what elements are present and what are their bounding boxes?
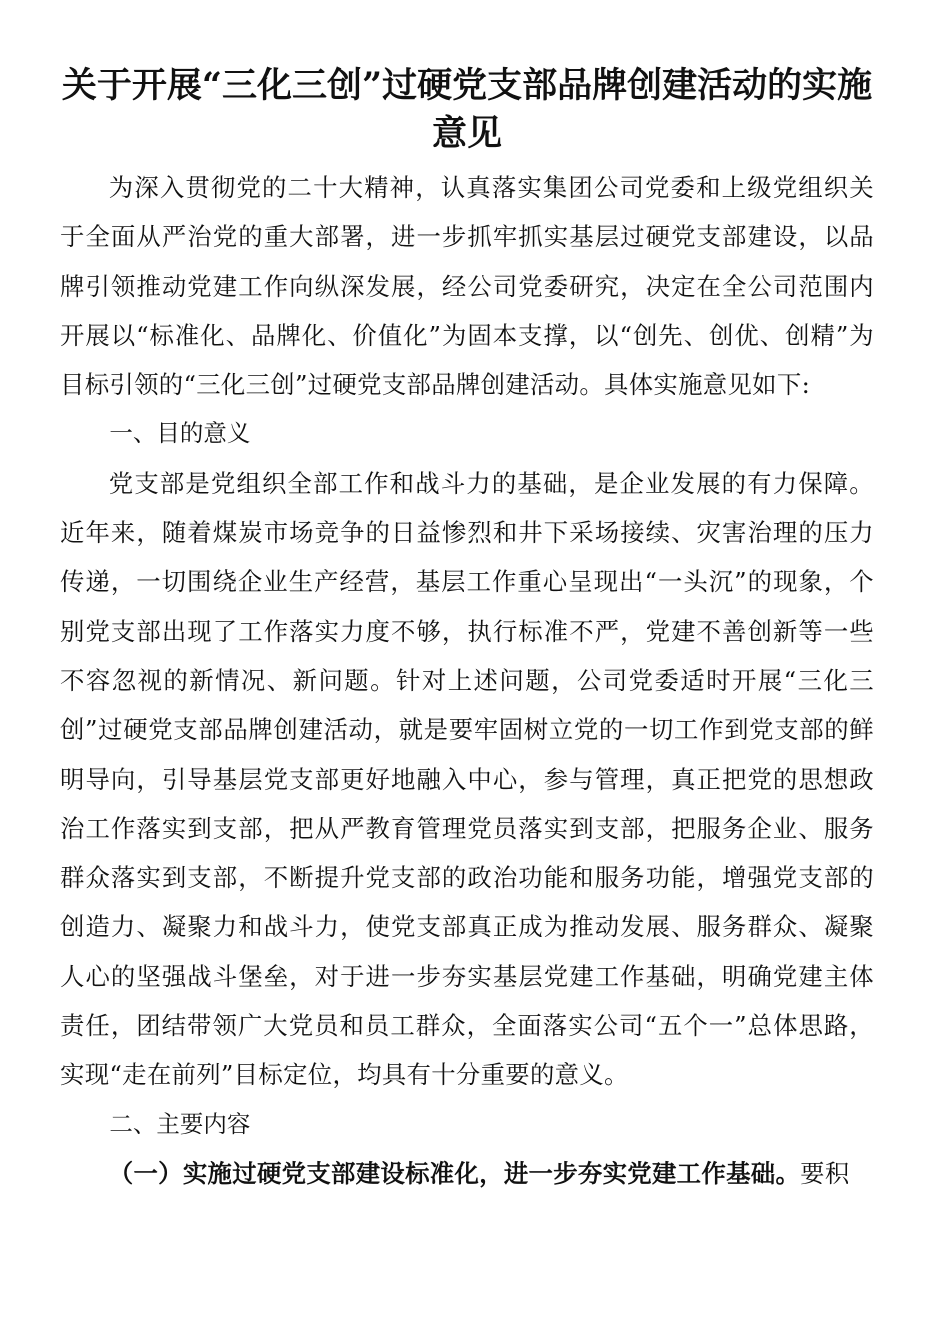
subsection-body-text: 要积 (800, 1158, 850, 1188)
section-heading-purpose: 一、目的意义 (109, 419, 251, 448)
purpose-paragraph: 党支部是党组织全部工作和战斗力的基础，是企业发展的有力保障。近年来，随着煤炭市场竞争的日益惨烈和井下采场接续、灾害治理的压力传递，一切围绕企业生产经营，基层工作重心呈现出“一头沉”的现象，个别党支部出现了工作落实力度不够，执行标准不严，党建不善创新等一些不容忽视的新情况、新问题。针对上述问题，公司党委适时开展“三化三创”过硬党支部品牌创建活动，就是要牢固树立党的一切工作到党支部的鲜明导向，引导基层党支部更好地融入中心，参与管理，真正把党的思想政治工作落实到支部，把从严教育管理党员落实到支部，把服务企业、服务群众落实到支部，不断提升党支部的政治功能和服务功能，增强党支部的创造力、凝聚力和战斗力，使党支部真正成为推动发展、服务群众、凝聚人心的坚强战斗堡垒，对于进一步夯实基层党建工作基础，明确党建主体责任，团结带领广大党员和员工群众，全面落实公司“五个一”总体思路，实现“走在前列”目标定位，均具有十分重要的意义。 (60, 468, 874, 1090)
content-paragraph (60, 1149, 874, 1198)
document-title: 关于开展“三化三创”过硬党支部品牌创建活动的实施意见 (61, 65, 873, 154)
intro-paragraph: 为深入贯彻党的二十大精神，认真落实集团公司党委和上级党组织关于全面从严治党的重大部署，进一步抓牢抓实基层过硬党支部建设，以品牌引领推动党建工作向纵深发展，经公司党委研究，决定在全公司范围内开展以“标准化、品牌化、价值化”为固本支撑，以“创先、创优、创精”为目标引领的“三化三创”过硬党支部品牌创建活动。具体实施意见如下: (60, 173, 874, 400)
subsection-heading-standardization: （一）实施过硬党支部建设标准化，进一步夯实党建工作基础。 (108, 1158, 801, 1188)
section-heading-content: 二、主要内容 (109, 1109, 251, 1138)
